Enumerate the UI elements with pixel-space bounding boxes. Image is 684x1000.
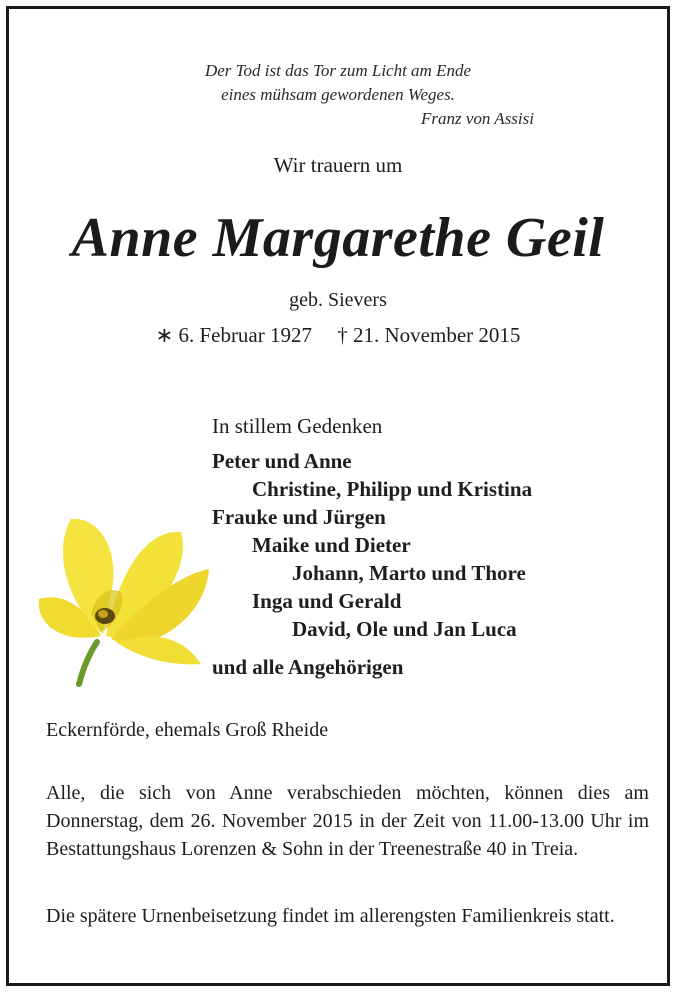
mourner-line: Johann, Marto und Thore — [292, 561, 526, 585]
mourner-line: Frauke und Jürgen — [212, 505, 386, 529]
birth-date: ∗ 6. Februar 1927 — [155, 323, 312, 347]
death-date: † 21. November 2015 — [337, 323, 521, 347]
deceased-name: Anne Margarethe Geil — [71, 207, 605, 269]
quote-line-2: eines mühsam gewordenen Weges. — [221, 85, 455, 104]
quote-line-1: Der Tod ist das Tor zum Licht am Ende — [204, 61, 472, 80]
burial-paragraph: Die spätere Urnenbeisetzung findet im allerengsten Familienkreis statt. — [46, 905, 615, 927]
place-line: Eckernförde, ehemals Groß Rheide — [46, 719, 329, 741]
mourners-title: In stillem Gedenken — [212, 414, 383, 438]
mourner-line-relatives: und alle Angehörigen — [212, 655, 404, 679]
obituary-frame — [6, 6, 670, 986]
farewell-paragraph: Alle, die sich von Anne verabschieden möchten, können dies am Donnerstag, dem 26. November 2015 in der Zeit von 11.00-13.00 Uhr im Bestattungshaus Lorenzen & Sohn in der Treenestraße 40 in Treia. — [46, 782, 649, 860]
mourner-line: Inga und Gerald — [252, 589, 402, 613]
intro-text: Wir trauern um — [273, 153, 403, 177]
birth-name: geb. Sievers — [289, 289, 387, 311]
mourner-line: Maike und Dieter — [252, 533, 411, 557]
life-dates — [9, 323, 667, 348]
mourner-line: David, Ole und Jan Luca — [292, 617, 517, 641]
quote-author: Franz von Assisi — [420, 109, 534, 128]
yellow-tulip-image — [31, 514, 211, 689]
mourner-line: Peter und Anne — [212, 449, 352, 473]
mourner-line: Christine, Philipp und Kristina — [252, 477, 533, 501]
